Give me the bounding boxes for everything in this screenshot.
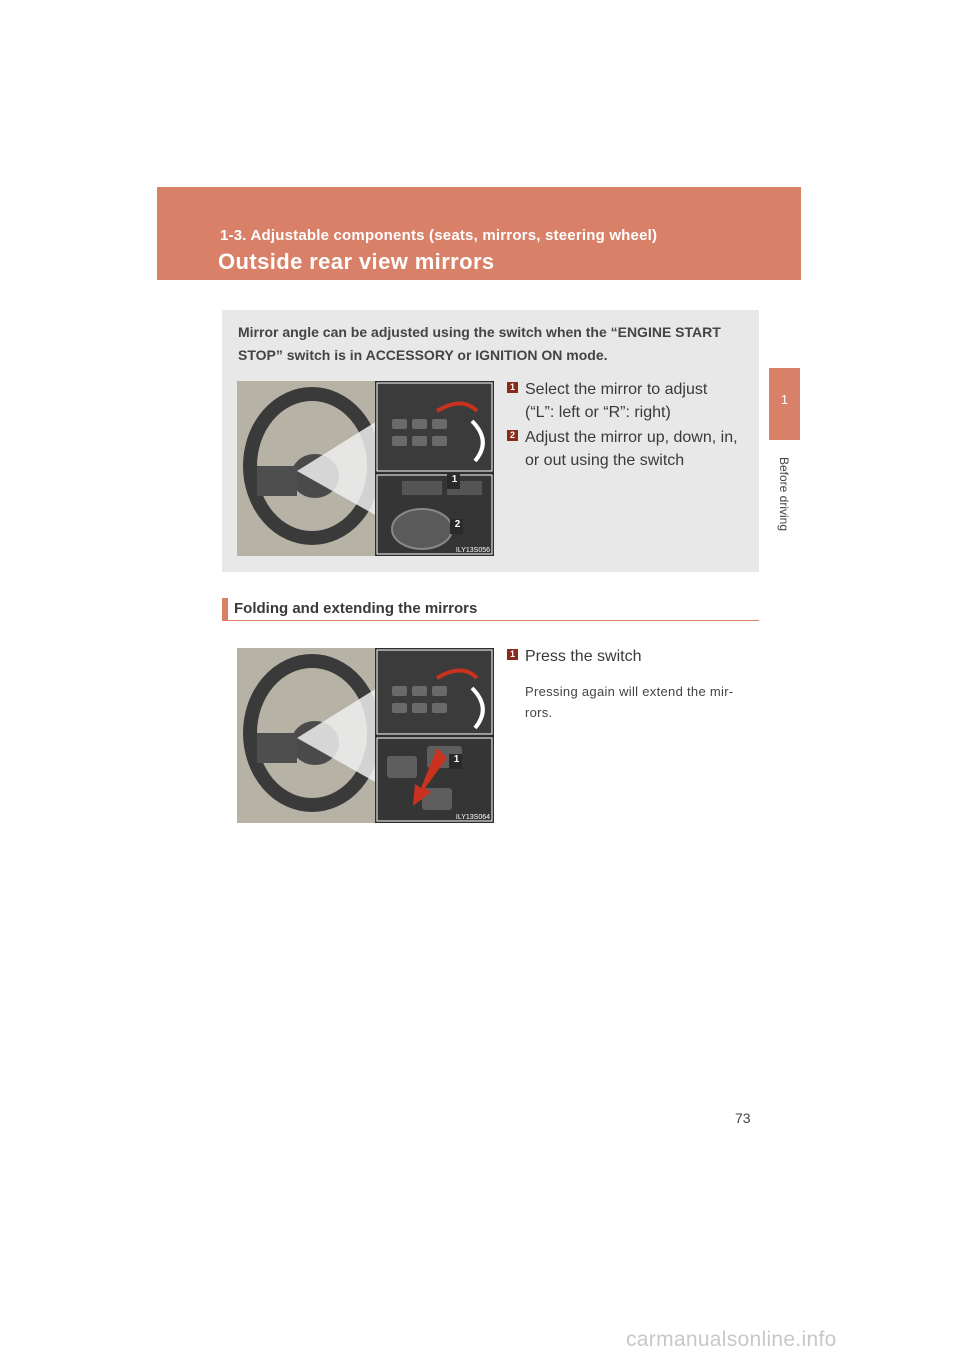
- section-heading-text: Folding and extending the mirrors: [234, 600, 478, 617]
- fold-note: Pressing again will extend the mir-rors.: [525, 684, 734, 720]
- page-number: 73: [735, 1110, 751, 1126]
- fold-switch-photo: [237, 648, 494, 823]
- fold-step-1-text: Press the switch: [525, 648, 642, 665]
- figure1-code: ILY13S056: [455, 547, 490, 554]
- figure2-code: ILY13S064: [455, 814, 490, 821]
- step-1-text: Select the mirror to adjust (“L”: left or “R”: right): [525, 381, 708, 421]
- figure1-callout-1: 1: [451, 474, 458, 485]
- figure1-callout-2: 2: [454, 519, 461, 530]
- section-marker: [222, 598, 228, 620]
- step-2-text: Adjust the mirror up, down, in, or out using the switch: [525, 429, 738, 469]
- fold-step-1-badge: 1: [507, 649, 518, 660]
- section-label: 1-3. Adjustable components (seats, mirrors, steering wheel): [220, 227, 658, 244]
- chapter-name: Before driving: [777, 456, 791, 532]
- step-2-badge: 2: [507, 430, 518, 441]
- mirror-switch-photo: [237, 381, 494, 556]
- watermark-text: carmanualsonline.info: [626, 1328, 837, 1351]
- figure2-callout-1: 1: [453, 754, 460, 765]
- step-1-badge: 1: [507, 382, 518, 393]
- chapter-number: 1: [780, 392, 789, 407]
- chapter-side-label: [770, 445, 800, 545]
- section-heading: [222, 598, 759, 621]
- intro-text: Mirror angle can be adjusted using the switch when the “ENGINE START STOP” switch is in ACCESSORY or IGNITION ON mode.: [238, 324, 721, 363]
- chapter-tab[interactable]: [769, 368, 800, 440]
- page-title: Outside rear view mirrors: [218, 249, 495, 274]
- chapter-header: [157, 187, 801, 280]
- footer-watermark: [0, 1318, 960, 1358]
